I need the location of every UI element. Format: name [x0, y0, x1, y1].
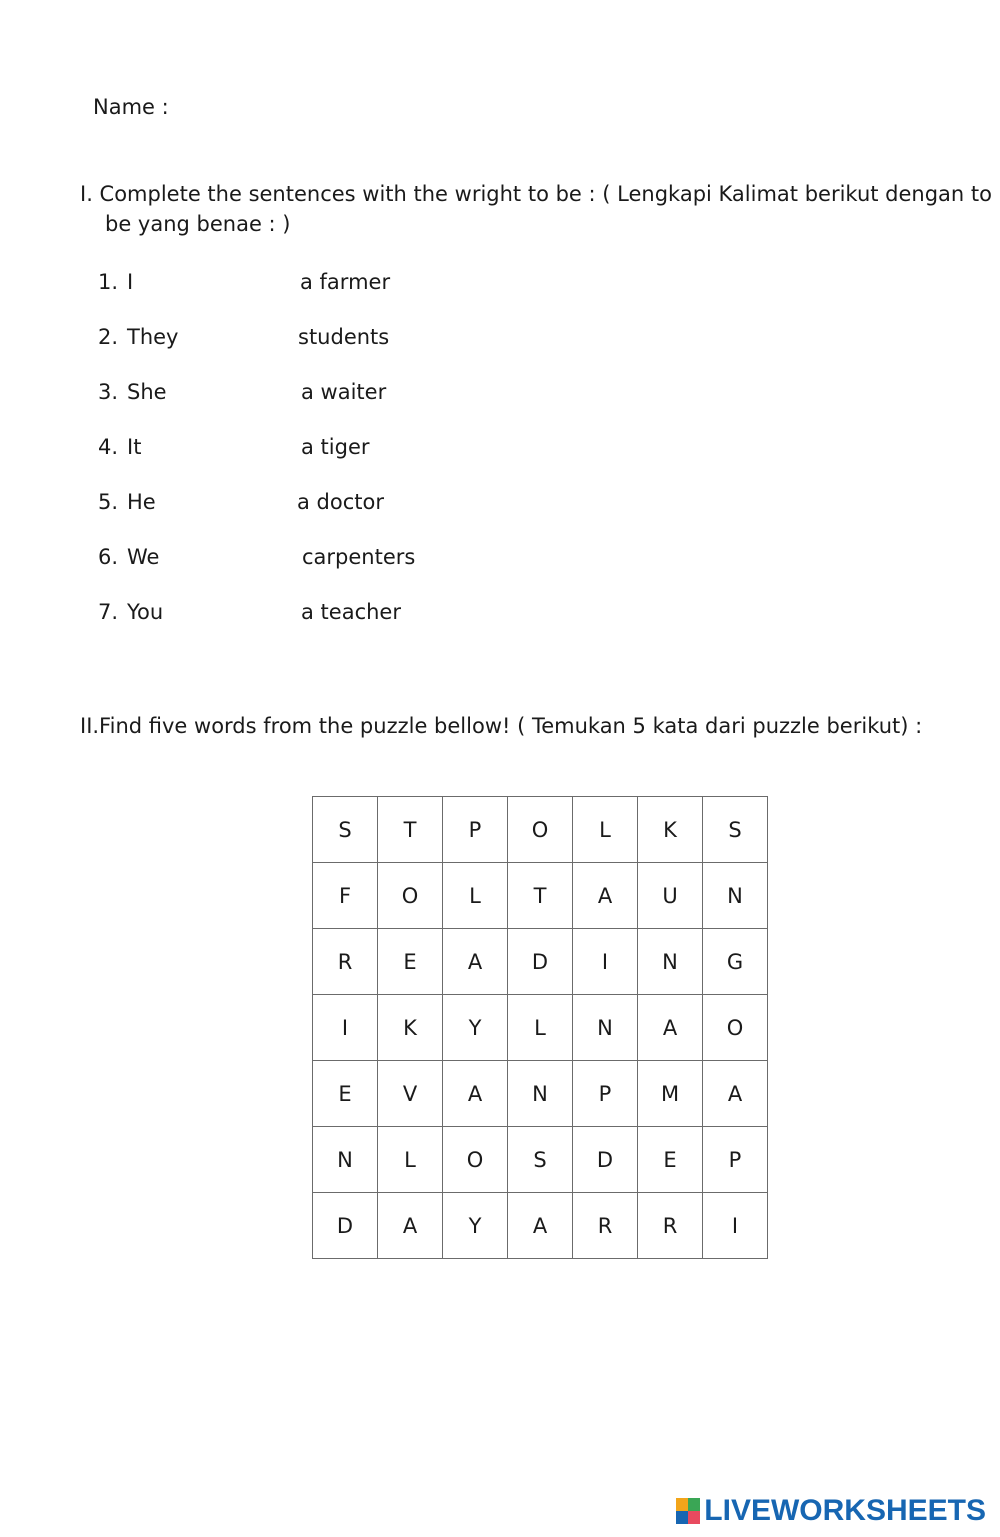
item-subject: It — [127, 435, 142, 459]
item-number: 2. — [98, 325, 119, 349]
table-row — [313, 1193, 768, 1259]
item-complement: carpenters — [302, 545, 416, 569]
item-subject: We — [127, 545, 160, 569]
item-number: 6. — [98, 545, 119, 569]
grid-cell: N — [573, 995, 638, 1061]
item-subject: You — [127, 600, 164, 624]
grid-cell: A — [443, 929, 508, 995]
table-row — [313, 1061, 768, 1127]
table-row — [313, 863, 768, 929]
section-2-title: II.Find five words from the puzzle bellow! ( Temukan 5 kata dari puzzle berikut) : — [80, 714, 923, 738]
section-1-title-line-2: be yang benae : ) — [105, 212, 291, 236]
item-subject: They — [127, 325, 179, 349]
grid-cell: I — [573, 929, 638, 995]
grid-cell: A — [508, 1193, 573, 1259]
item-complement: a waiter — [301, 380, 387, 404]
grid-cell: I — [703, 1193, 768, 1259]
grid-cell: E — [313, 1061, 378, 1127]
item-subject: I — [127, 270, 134, 294]
grid-cell: M — [638, 1061, 703, 1127]
grid-cell: O — [378, 863, 443, 929]
item-complement: a farmer — [300, 270, 391, 294]
item-number: 1. — [98, 270, 119, 294]
grid-cell: O — [508, 797, 573, 863]
grid-cell: D — [508, 929, 573, 995]
grid-cell: A — [703, 1061, 768, 1127]
item-complement: a tiger — [301, 435, 370, 459]
grid-cell: A — [443, 1061, 508, 1127]
grid-cell: R — [638, 1193, 703, 1259]
grid-cell: K — [378, 995, 443, 1061]
grid-cell: Y — [443, 995, 508, 1061]
grid-cell: D — [313, 1193, 378, 1259]
grid-cell: R — [573, 1193, 638, 1259]
grid-cell: L — [508, 995, 573, 1061]
table-row — [313, 995, 768, 1061]
grid-cell: G — [703, 929, 768, 995]
grid-cell: L — [573, 797, 638, 863]
grid-cell: N — [313, 1127, 378, 1193]
grid-cell: E — [378, 929, 443, 995]
liveworksheets-brand — [676, 1494, 986, 1528]
grid-cell: P — [573, 1061, 638, 1127]
item-subject: He — [127, 490, 156, 514]
grid-cell: P — [703, 1127, 768, 1193]
grid-cell: E — [638, 1127, 703, 1193]
section-1-title: I. Complete the sentences with the wright to be : ( Lengkapi Kalimat berikut dengan to — [80, 182, 992, 206]
grid-cell: P — [443, 797, 508, 863]
item-number: 3. — [98, 380, 119, 404]
grid-cell: A — [573, 863, 638, 929]
item-complement: a teacher — [301, 600, 401, 624]
grid-cell: T — [508, 863, 573, 929]
item-number: 5. — [98, 490, 119, 514]
grid-cell: R — [313, 929, 378, 995]
item-complement: students — [298, 325, 390, 349]
grid-cell: S — [508, 1127, 573, 1193]
grid-cell: N — [638, 929, 703, 995]
grid-cell: S — [703, 797, 768, 863]
grid-cell: I — [313, 995, 378, 1061]
grid-cell: K — [638, 797, 703, 863]
grid-cell: L — [443, 863, 508, 929]
item-number: 4. — [98, 435, 119, 459]
brand-text: LIVEWORKSHEETS — [704, 1494, 986, 1527]
grid-cell: Y — [443, 1193, 508, 1259]
table-row — [313, 797, 768, 863]
grid-cell: L — [378, 1127, 443, 1193]
grid-cell: A — [638, 995, 703, 1061]
item-subject: She — [127, 380, 167, 404]
name-label: Name : — [93, 95, 169, 119]
grid-cell: U — [638, 863, 703, 929]
liveworksheets-logo-icon — [676, 1498, 700, 1524]
grid-cell: O — [703, 995, 768, 1061]
grid-cell: N — [703, 863, 768, 929]
grid-cell: S — [313, 797, 378, 863]
grid-cell: T — [378, 797, 443, 863]
grid-cell: D — [573, 1127, 638, 1193]
table-row — [313, 1127, 768, 1193]
grid-cell: F — [313, 863, 378, 929]
grid-cell: O — [443, 1127, 508, 1193]
item-complement: a doctor — [297, 490, 384, 514]
table-row — [313, 929, 768, 995]
word-search-grid — [312, 796, 768, 1259]
grid-cell: V — [378, 1061, 443, 1127]
item-number: 7. — [98, 600, 119, 624]
grid-cell: A — [378, 1193, 443, 1259]
grid-cell: N — [508, 1061, 573, 1127]
